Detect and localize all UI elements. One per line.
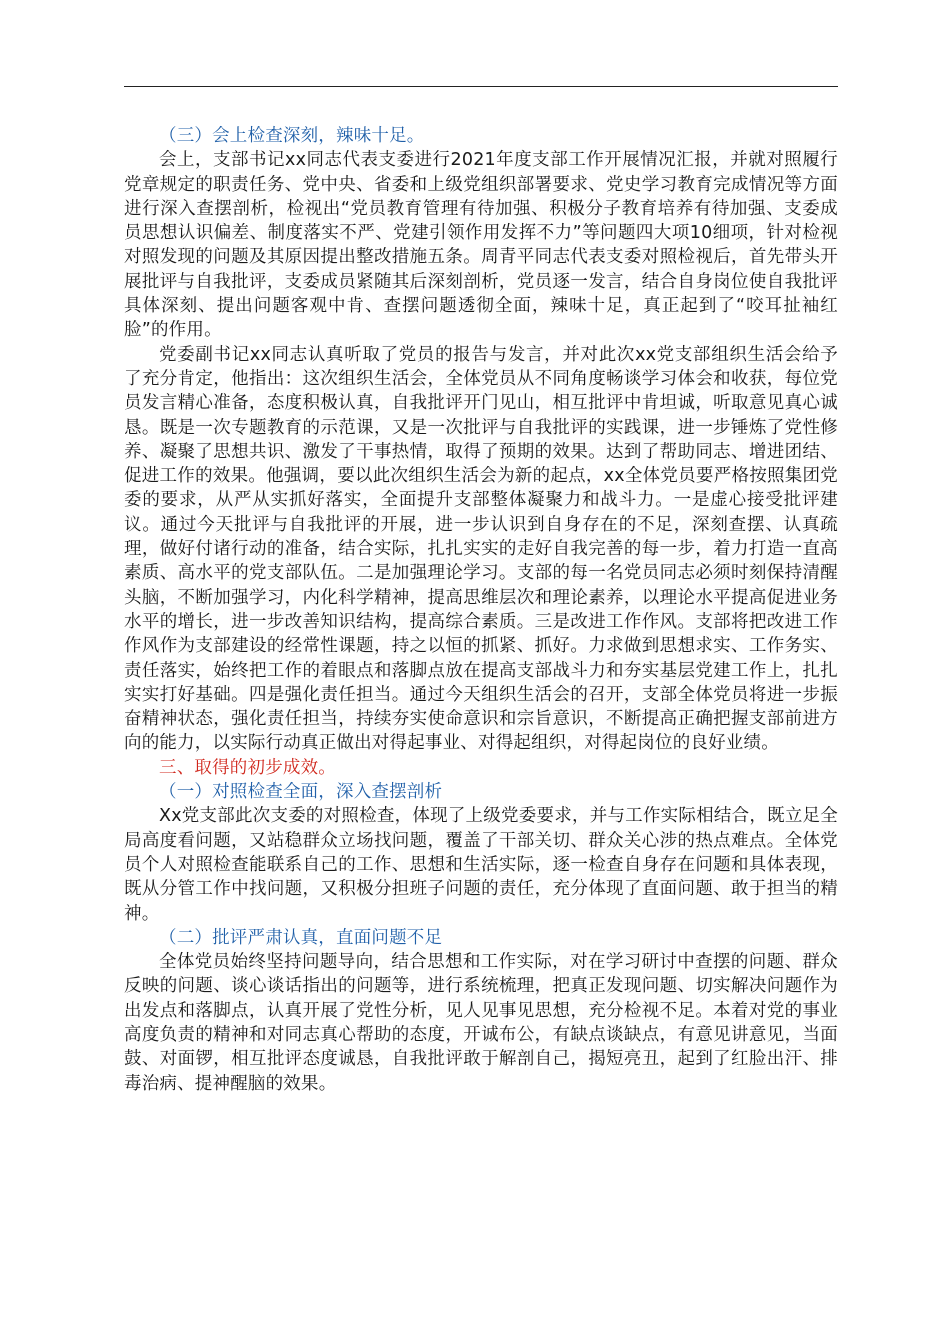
subheading-one: （一）对照检查全面，深入查摆剖析 [159,782,443,803]
document-body [124,124,838,1096]
section-heading-results: 三、取得的初步成效。 [159,757,336,778]
paragraph-deputy-secretary-remarks: 党委副书记xx同志认真听取了党员的报告与发言，并对此次xx党支部组织生活会给予了充分肯定，他指出：这次组织生活会，全体党员从不同角度畅谈学习体会和收获，每位党员发言精心准备，态度积极认真，自我批评开门见山，相互批评中肯坦诚，听取意见真心诚恳。既是一次专题教育的示范课，又是一次批评与自我批评的实践课，进一步锤炼了党性修养、凝聚了思想共识、激发了干事热情，取得了预期的效果。达到了帮助同志、增进团结、促进工作的效果。他强调，要以此次组织生活会为新的起点，xx全体党员要严格按照集团党委的要求，从严从实抓好落实，全面提升支部整体凝聚力和战斗力。一是虚心接受批评建议。通过今天批评与自我批评的开展，进一步认识到自身存在的不足，深刻查摆、认真疏理，做好付诸行动的准备，结合实际，扎扎实实的走好自我完善的每一步，着力打造一直高素质、高水平的党支部队伍。二是加强理论学习。支部的每一名党员同志必须时刻保持清醒头脑，不断加强学习，内化科学精神，提高思维层次和理论素养，以理论水平提高促进业务水平的增长，进一步改善知识结构，提高综合素质。三是改进工作作风。支部将把改进工作作风作为支部建设的经常性课题，持之以恒的抓紧、抓好。力求做到思想求实、工作务实、责任落实，始终把工作的着眼点和落脚点放在提高支部战斗力和夯实基层党建工作上，扎扎实实打好基础。四是强化责任担当。通过今天组织生活会的召开，支部全体党员将进一步振奋精神状态，强化责任担当，持续夯实使命意识和宗旨意识，不断提高正确把握支部前进方向的能力，以实际行动真正做出对得起事业、对得起组织，对得起岗位的良好业绩。 [124,344,838,754]
paragraph-inspection: Xx党支部此次支委的对照检查，体现了上级党委要求，并与工作实际相结合，既立足全局高度看问题，又站稳群众立场找问题，覆盖了干部关切、群众关心涉的热点难点。全体党员个人对照检查能联系自己的工作、思想和生活实际，逐一检查自身存在问题和具体表现，既从分管工作中找问题，又积极分担班子问题的责任，充分体现了直面问题、敢于担当的精神。 [124,806,838,924]
paragraph-criticism: 全体党员始终坚持问题导向，结合思想和工作实际，对在学习研讨中查摆的问题、群众反映的问题、谈心谈话指出的问题等，进行系统梳理，把真正发现问题、切实解决问题作为出发点和落脚点，认真开展了党性分析，见人见事见思想，充分检视不足。本着对党的事业高度负责的精神和对同志真心帮助的态度，开诚布公，有缺点谈缺点，有意见讲意见，当面鼓、对面锣，相互批评态度诚恳，自我批评敢于解剖自己，揭短亮丑，起到了红脸出汗、排毒治病、提神醒脑的效果。 [124,952,838,1094]
subheading-three: （三）会上检查深刻，辣味十足。 [159,126,425,146]
header-rule [124,86,838,87]
subheading-two: （二）批评严肃认真，直面问题不足 [159,927,443,948]
paragraph-meeting-report: 会上，支部书记xx同志代表支委进行2021年度支部工作开展情况汇报，并就对照履行党章规定的职责任务、党中央、省委和上级党组织部署要求、党史学习教育完成情况等方面进行深入查摆剖析，检视出“党员教育管理有待加强、积极分子教育培养有待加强、支委成员思想认识偏差、制度落实不严、党建引领作用发挥不力”等问题四大项10细项，针对检视对照发现的问题及其原因提出整改措施五条。周青平同志代表支委对照检视后，首先带头开展批评与自我批评，支委成员紧随其后深刻剖析，党员逐一发言，结合自身岗位使自我批评具体深刻、提出问题客观中肯、查摆问题透彻全面，辣味十足，真正起到了“咬耳扯袖红脸”的作用。 [124,150,838,341]
